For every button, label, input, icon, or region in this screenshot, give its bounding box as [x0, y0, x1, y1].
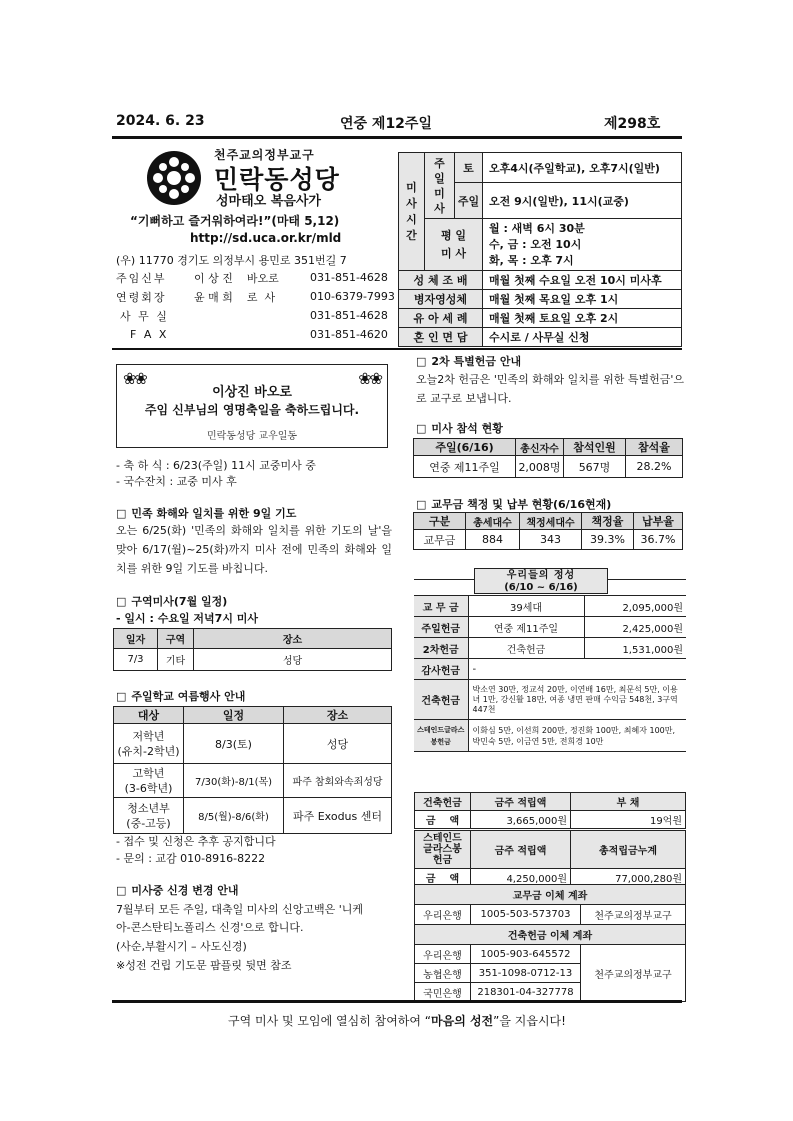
table-header: 구역: [158, 629, 194, 649]
table-header: 일자: [114, 629, 158, 649]
parish-name: 민락동성당: [214, 165, 340, 194]
table-cell: 우리은행: [415, 945, 471, 964]
contact-row: [116, 325, 396, 344]
table-cell: 금 액: [415, 811, 471, 829]
table-header: 총적립금누계: [571, 831, 686, 869]
table-cell: 박소연 30만, 정교석 20만, 이연배 16만, 최문석 5만, 이용녀 1만, 강신활 18만, 여종 냉면 판매 수익금 548천, 3구역 447천: [468, 680, 686, 720]
table-header: 구분: [414, 513, 466, 530]
table-cell: 19억원: [571, 811, 686, 829]
table-cell: 금 액: [415, 869, 471, 887]
decoration-icon: ❀❀: [358, 369, 381, 388]
table-header: 장소: [284, 707, 392, 724]
table-cell: 884: [466, 530, 520, 550]
table-cell: 고학년 (3-6학년): [114, 764, 184, 798]
table-cell: 천주교의정부교구: [581, 905, 686, 925]
table-cell: 1,531,000원: [584, 638, 686, 659]
table-cell: 2,008명: [516, 456, 564, 478]
table-cell: 5억원: [471, 887, 686, 905]
table-cell: 기타: [158, 649, 194, 671]
weekday-times: [483, 219, 682, 271]
table-header: 주일(6/16): [414, 439, 516, 456]
weekday-mass-label: 평 일 미 사: [425, 219, 483, 271]
table-header: 책정율: [582, 513, 634, 530]
district-title: □ 구역미사(7월 일정): [116, 593, 227, 609]
table-cell: 8/5(월)-8/6(화): [184, 798, 284, 834]
contact-role: 연령회장: [116, 290, 167, 304]
diocese-name: 천주교의정부교구: [214, 148, 315, 162]
sacrament-label: 성 체 조 배: [399, 271, 483, 290]
summer-table: [113, 706, 392, 834]
table-cell: 39.3%: [582, 530, 634, 550]
table-cell: 2차헌금: [414, 638, 468, 659]
table-header: 총신자수: [516, 439, 564, 456]
table-cell: 스테인드글라스 봉헌금: [414, 720, 468, 752]
table-cell: 4,250,000원: [471, 869, 571, 887]
saturday-time: 오후4시(주일학교), 오후7시(일반): [483, 153, 682, 183]
table-cell: 농협은행: [415, 964, 471, 983]
table-cell: 주일헌금: [414, 617, 468, 638]
second-collection-title: □ 2차 특별헌금 안내: [416, 353, 521, 369]
table-cell[interactable]: 351-1098-0712-13: [471, 964, 581, 983]
table-row: [414, 720, 686, 752]
table-cell[interactable]: 218301-04-327778: [471, 983, 581, 1002]
table-header: 참석율: [626, 439, 683, 456]
issue-date: 2024. 6. 23: [116, 113, 205, 129]
table-row: [414, 596, 686, 617]
table-cell: 파주 참회와속죄성당: [284, 764, 392, 798]
attendance-table: [413, 438, 683, 478]
table-cell: 스테인드 글라스봉 헌금: [415, 831, 471, 869]
footer-highlight: 마음의 성전: [431, 1014, 494, 1028]
table-row: [414, 659, 686, 680]
sacrament-label: 유 아 세 례: [399, 309, 483, 328]
table-header: 부 채: [571, 793, 686, 811]
table-row: [414, 456, 683, 478]
table-row: [414, 638, 686, 659]
celebration-item: - 축 하 식 : 6/23(주일) 11시 교중미사 중: [116, 459, 316, 472]
parish-address: (우) 11770 경기도 의정부시 용민로 351번길 7: [116, 254, 347, 267]
table-header: 책정세대수: [520, 513, 582, 530]
table-cell: 건축헌금: [414, 680, 468, 720]
saturday-label: 토: [455, 153, 483, 183]
table-cell: 2,095,000원: [584, 596, 686, 617]
celebration-message: 주임 신부님의 영명축일을 축하드립니다.: [144, 403, 360, 417]
summer-note: - 접수 및 신청은 추후 공지합니다: [116, 835, 276, 848]
table-cell: 2,425,000원: [584, 617, 686, 638]
attendance-title: □ 미사 참석 현황: [416, 420, 503, 436]
contact-phone[interactable]: 031-851-4620: [310, 328, 388, 341]
table-header: 일정: [184, 707, 284, 724]
table-cell: 3,665,000원: [471, 811, 571, 829]
table-row: [414, 530, 683, 550]
table-header: 장소: [194, 629, 392, 649]
prayer-title: □ 민족 화해와 일치를 위한 9일 기도: [116, 505, 296, 521]
table-header: 건축헌금 이체 계좌: [415, 925, 686, 945]
contact-row: [116, 287, 396, 306]
contact-row: [116, 268, 396, 287]
contact-name: 이 상 진 바오로: [194, 271, 279, 285]
summer-title: □ 주일학교 여름행사 안내: [116, 688, 245, 704]
table-cell: 8/3(토): [184, 724, 284, 764]
table-row: [415, 945, 686, 964]
contact-role: 사 무 실: [120, 309, 169, 323]
contact-phone[interactable]: 031-851-4628: [310, 271, 388, 284]
weekday-time: 월 : 새벽 6시 30분: [489, 221, 585, 235]
contact-role: F A X: [130, 328, 169, 341]
footer-rule: [112, 1000, 682, 1003]
sunday-label: 주일: [455, 183, 483, 219]
contact-phone[interactable]: 031-851-4628: [310, 309, 388, 322]
table-cell: 이화심 5만, 이선희 200만, 정진화 100만, 최혜자 100만, 박민숙 5만, 이금연 5만, 전희경 10만: [468, 720, 686, 752]
table-cell: 교 무 금: [414, 596, 468, 617]
sunday-time: 오전 9시(일반), 11시(교중): [483, 183, 682, 219]
summer-note: - 문의 : 교감 010-8916-8222: [116, 852, 266, 865]
motto: “기뻐하고 즐거워하여라!”(마태 5,12): [130, 214, 340, 228]
offering-period: (6/10 ~ 6/16): [504, 582, 578, 593]
table-cell: 성당: [284, 724, 392, 764]
mass-schedule-table: [398, 152, 682, 347]
table-header: 금주 적립액: [471, 793, 571, 811]
mass-times-label: 미 사 시 간: [399, 153, 425, 271]
footer-text: ”을 지읍시다!: [493, 1014, 566, 1028]
building-fund-table: [414, 792, 686, 829]
contact-list: [116, 268, 396, 344]
contact-phone[interactable]: 010-6379-7993: [310, 290, 395, 303]
table-header: 교무금 이체 계좌: [415, 885, 686, 905]
table-cell: 567명: [564, 456, 626, 478]
creed-line: (사순,부활시기 – 사도신경): [116, 940, 247, 953]
district-table: [113, 628, 392, 671]
celebration-from: 민락동성당 교우일동: [206, 431, 298, 442]
table-cell[interactable]: 1005-903-645572: [471, 945, 581, 964]
table-header: 참석인원: [564, 439, 626, 456]
accounts-table: [414, 884, 686, 1002]
contact-role: 주임신부: [116, 271, 167, 285]
table-cell: -: [468, 659, 686, 680]
parish-url[interactable]: http://sd.uca.or.kr/mld: [190, 231, 342, 245]
sacrament-label: 병자영성체: [399, 290, 483, 309]
sacrament-time: 수시로 / 사무실 신청: [483, 328, 682, 347]
creed-line: ※성전 건립 기도문 팜플릿 뒷면 참조: [116, 959, 292, 972]
table-cell: 7/3: [114, 649, 158, 671]
sacrament-time: 매월 첫째 토요일 오후 2시: [483, 309, 682, 328]
table-row: [114, 724, 392, 764]
sacrament-time: 매월 첫째 목요일 오후 1시: [483, 290, 682, 309]
table-row: [114, 798, 392, 834]
offering-title-box: [474, 568, 608, 594]
table-row: [415, 905, 686, 925]
table-row: [414, 680, 686, 720]
table-cell: 건축헌금: [468, 638, 584, 659]
table-cell: 77,000,280원: [571, 869, 686, 887]
header-rule: [112, 136, 682, 139]
table-cell: 연중 제11주일: [414, 456, 516, 478]
issue-number: 제298호: [604, 116, 661, 132]
footer-slogan: [112, 1012, 682, 1029]
patron-saint: 성마태오 복음사가: [216, 194, 321, 209]
celebration-item: - 국수잔치 : 교중 미사 후: [116, 475, 237, 488]
celebrant-name: 이상진 바오로: [212, 385, 292, 400]
table-row: [414, 617, 686, 638]
table-cell: 연중 제11주일: [468, 617, 584, 638]
table-cell: 저학년 (유치-2학년): [114, 724, 184, 764]
table-cell: 39세대: [468, 596, 584, 617]
section-rule: [112, 348, 682, 350]
table-cell: 28.2%: [626, 456, 683, 478]
decoration-icon: ❀❀: [123, 369, 146, 388]
levy-table: [413, 512, 683, 550]
district-sub: - 일시 : 수요일 저녁7시 미사: [116, 612, 259, 625]
offering-table: [414, 595, 686, 752]
table-cell: 천주교의정부교구: [581, 945, 686, 1002]
table-cell: 파주 Exodus 센터: [284, 798, 392, 834]
creed-line: 7월부터 모든 주일, 대축일 미사의 신앙고백은 '니케: [116, 903, 364, 916]
table-cell: 343: [520, 530, 582, 550]
table-cell: 청소년부 (중-고등): [114, 798, 184, 834]
footer-text: 구역 미사 및 모임에 열심히 참여하여 “: [228, 1014, 432, 1028]
table-cell: 7/30(화)-8/1(목): [184, 764, 284, 798]
table-cell: 목표금액: [415, 887, 471, 905]
table-cell: 건축헌금: [415, 793, 471, 811]
table-row: [415, 811, 686, 829]
table-cell: 36.7%: [634, 530, 683, 550]
table-row: [114, 764, 392, 798]
second-collection-body: 오늘2차 헌금은 '민족의 화해와 일치를 위한 특별헌금'으로 교구로 보냅니다.: [416, 373, 684, 405]
contact-row: [116, 306, 396, 325]
prayer-body: 오는 6/25(화) '민족의 화해와 일치를 위한 기도의 날'을 맞아 6/17(월)~25(화)까지 미사 전에 민족의 화해와 일치를 위한 9일 기도를 바칩니다.: [116, 524, 392, 575]
parish-logo-icon: [146, 150, 202, 206]
offering-title: 우리들의 정성: [506, 570, 576, 581]
table-header: 대상: [114, 707, 184, 724]
table-header: 납부율: [634, 513, 683, 530]
liturgical-week: 연중 제12주일: [340, 116, 432, 132]
celebration-box: [116, 364, 388, 448]
creed-line: 아-콘스탄티노폴리스 신경'으로 합니다.: [116, 921, 304, 934]
table-cell: 성당: [194, 649, 392, 671]
creed-title: □ 미사중 신경 변경 안내: [116, 882, 239, 898]
sacrament-time: 매월 첫째 수요일 오전 10시 미사후: [483, 271, 682, 290]
table-header: 금주 적립액: [471, 831, 571, 869]
table-cell[interactable]: 1005-503-573703: [471, 905, 581, 925]
table-cell: 우리은행: [415, 905, 471, 925]
sunday-mass-label: 주 일 미 사: [425, 153, 455, 219]
table-cell: 국민은행: [415, 983, 471, 1002]
table-cell: 감사헌금: [414, 659, 468, 680]
levy-title: □ 교무금 책정 및 납부 현황(6/16현재): [416, 496, 611, 512]
table-row: [114, 649, 392, 671]
weekday-time: 화, 목 : 오후 7시: [489, 253, 574, 267]
sacrament-label: 혼 인 면 담: [399, 328, 483, 347]
table-cell: 교무금: [414, 530, 466, 550]
weekday-time: 수, 금 : 오전 10시: [489, 237, 582, 251]
contact-name: 윤 매 희 로 사: [194, 290, 276, 304]
table-header: 총세대수: [466, 513, 520, 530]
